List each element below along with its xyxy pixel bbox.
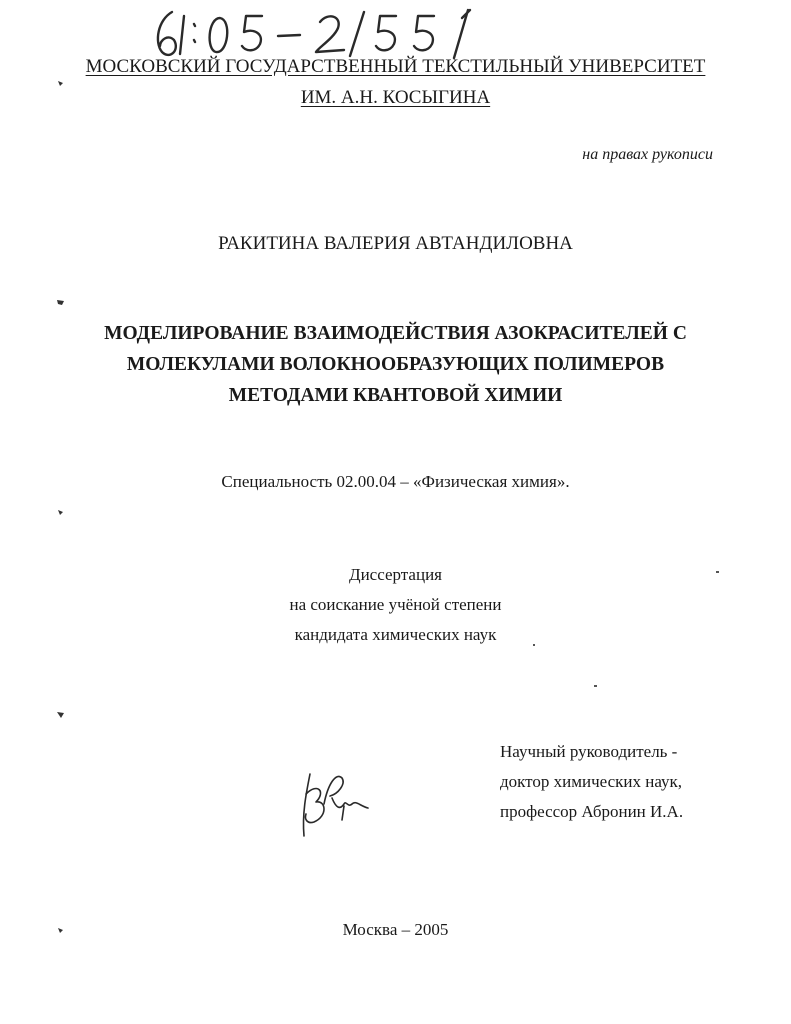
city-year: Москва – 2005 bbox=[342, 920, 449, 939]
scan-speck bbox=[594, 685, 597, 687]
manuscript-note: на правах рукописи bbox=[582, 146, 713, 163]
dissertation-line-3: кандидата химических наук bbox=[294, 625, 497, 644]
dissertation-line-1: Диссертация bbox=[348, 565, 442, 584]
supervisor-line-3: профессор Абронин И.А. bbox=[500, 802, 684, 821]
margin-mark bbox=[56, 507, 66, 517]
university-name-line-2: ИМ. А.Н. КОСЫГИНА bbox=[300, 87, 491, 108]
margin-mark bbox=[56, 297, 66, 307]
margin-mark bbox=[56, 710, 66, 720]
specialty-line: Специальность 02.00.04 – «Физическая химия». bbox=[221, 472, 570, 491]
thesis-title-line-1: МОДЕЛИРОВАНИЕ ВЗАИМОДЕЙСТВИЯ АЗОКРАСИТЕЛЕЙ С bbox=[104, 323, 687, 344]
scan-speck bbox=[533, 644, 535, 646]
margin-mark bbox=[56, 78, 66, 88]
signature bbox=[296, 764, 376, 840]
thesis-title-line-3: МЕТОДАМИ КВАНТОВОЙ ХИМИИ bbox=[228, 385, 563, 406]
university-name-line-1: МОСКОВСКИЙ ГОСУДАРСТВЕННЫЙ ТЕКСТИЛЬНЫЙ УНИВЕРСИТЕТ bbox=[85, 56, 706, 77]
handwritten-code bbox=[150, 6, 490, 62]
author-name: РАКИТИНА ВАЛЕРИЯ АВТАНДИЛОВНА bbox=[218, 233, 573, 254]
margin-mark bbox=[56, 925, 66, 935]
scan-speck bbox=[716, 571, 719, 573]
dissertation-line-2: на соискание учёной степени bbox=[289, 595, 502, 614]
thesis-title-line-2: МОЛЕКУЛАМИ ВОЛОКНООБРАЗУЮЩИХ ПОЛИМЕРОВ bbox=[126, 354, 665, 375]
supervisor-line-2: доктор химических наук, bbox=[500, 772, 683, 791]
supervisor-line-1: Научный руководитель - bbox=[500, 742, 678, 761]
